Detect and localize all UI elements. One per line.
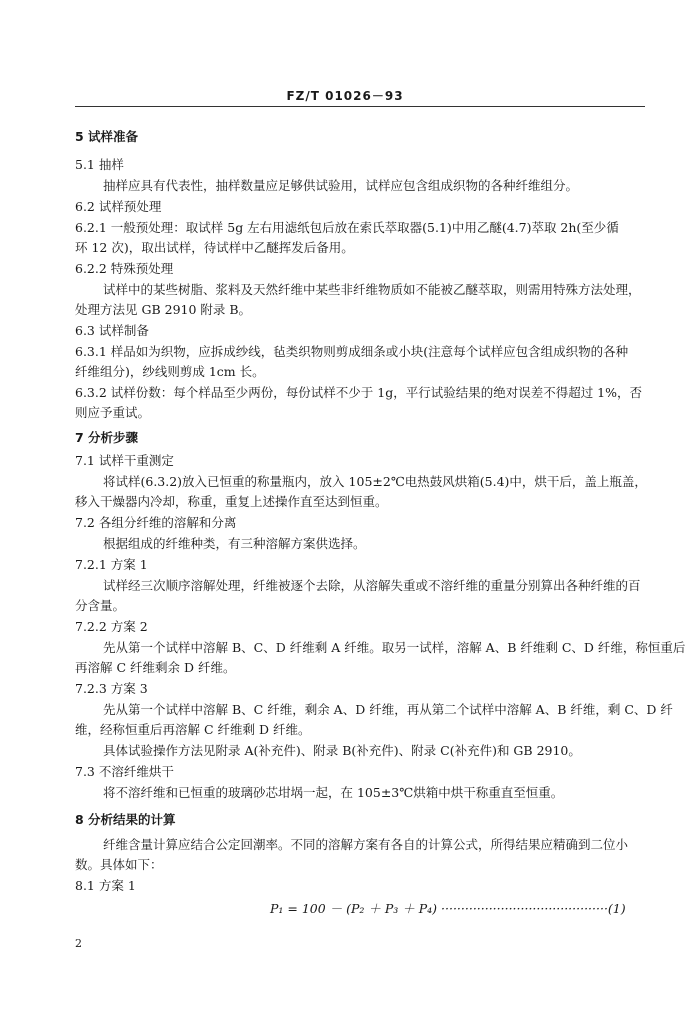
page-number: 2 — [75, 937, 82, 950]
section-6-3-1-line2: 纤维组分)，纱线则剪成 1cm 长。 — [75, 364, 265, 379]
section-8-title: 8 分析结果的计算 — [75, 812, 176, 827]
section-7-2-2-line2: 再溶解 C 纤维剩余 D 纤维。 — [75, 660, 236, 675]
section-6-3-2-line2: 则应予重试。 — [75, 405, 151, 420]
section-7-2-text: 根据组成的纤维种类，有三种溶解方案供选择。 — [103, 536, 366, 551]
section-7-2-3-line1: 先从第一个试样中溶解 B、C 纤维，剩余 A、D 纤维，再从第二个试样中溶解 A、B 纤维，剩 C、D 纤 — [103, 702, 673, 717]
header-rule — [75, 106, 645, 107]
section-6-2-1-line2: 环 12 次)，取出试样，待试样中乙醚挥发后备用。 — [75, 240, 354, 255]
section-6-2-2-line2: 处理方法见 GB 2910 附录 B。 — [75, 302, 252, 317]
section-6-2-title: 6.2 试样预处理 — [75, 199, 162, 214]
section-7-2-3-title: 7.2.3 方案 3 — [75, 681, 148, 696]
section-8-intro-line2: 数。具体如下： — [75, 857, 163, 872]
section-7-1-line2: 移入干燥器内冷却，称重，重复上述操作直至达到恒重。 — [75, 494, 388, 509]
section-6-2-2-title: 6.2.2 特殊预处理 — [75, 261, 174, 276]
section-7-1-title: 7.1 试样干重测定 — [75, 453, 174, 468]
section-5-1-text: 抽样应具有代表性，抽样数量应足够供试验用，试样应包含组成织物的各种纤维组分。 — [103, 178, 579, 193]
section-5-title: 5 试样准备 — [75, 129, 139, 144]
section-7-3-title: 7.3 不溶纤维烘干 — [75, 764, 174, 779]
section-6-2-1-line1: 6.2.1 一般预处理：取试样 5g 左右用滤纸包后放在索氏萃取器(5.1)中用乙醚(4.7)萃取 2h(至少循 — [75, 220, 619, 235]
section-6-3-2-line1: 6.3.2 试样份数：每个样品至少两份，每份试样不少于 1g，平行试验结果的绝对误差不得超过 1%，否 — [75, 385, 643, 400]
formula-1: P₁ = 100 － (P₂ ＋ P₃ ＋ P₄) ··········································(1) — [270, 901, 626, 916]
section-6-2-2-line1: 试样中的某些树脂、浆料及天然纤维中某些非纤维物质如不能被乙醚萃取，则需用特殊方法处理， — [103, 282, 641, 297]
section-8-intro-line1: 纤维含量计算应结合公定回潮率。不同的溶解方案有各自的计算公式，所得结果应精确到二位小 — [103, 837, 629, 852]
section-7-2-2-title: 7.2.2 方案 2 — [75, 619, 148, 634]
section-7-2-2-line1: 先从第一个试样中溶解 B、C、D 纤维剩 A 纤维。取另一试样，溶解 A、B 纤维剩 C、D 纤维，称恒重后 — [103, 640, 686, 655]
section-8-1-title: 8.1 方案 1 — [75, 878, 136, 893]
section-5-1-title: 5.1 抽样 — [75, 157, 124, 172]
section-7-title: 7 分析步骤 — [75, 430, 139, 445]
section-6-3-title: 6.3 试样制备 — [75, 323, 149, 338]
section-7-2-1-title: 7.2.1 方案 1 — [75, 557, 148, 572]
section-7-3-text: 将不溶纤维和已恒重的玻璃砂芯坩埚一起，在 105±3℃烘箱中烘干称重直至恒重。 — [103, 785, 564, 800]
section-7-2-1-line2: 分含量。 — [75, 598, 126, 613]
section-7-2-title: 7.2 各组分纤维的溶解和分离 — [75, 515, 237, 530]
section-7-2-1-line1: 试样经三次顺序溶解处理，纤维被逐个去除，从溶解失重或不溶纤维的重量分别算出各种纤维的百 — [103, 578, 641, 593]
section-7-1-line1: 将试样(6.3.2)放入已恒重的称量瓶内，放入 105±2℃电热鼓风烘箱(5.4)中，烘干后，盖上瓶盖， — [103, 474, 647, 489]
section-7-2-3-line3: 具体试验操作方法见附录 A(补充件)、附录 B(补充件)、附录 C(补充件)和 GB 2910。 — [103, 743, 581, 758]
section-6-3-1-line1: 6.3.1 样品如为织物，应拆成纱线，毡类织物则剪成细条或小块(注意每个试样应包含组成织物的各种 — [75, 344, 629, 359]
section-7-2-3-line2: 维，经称恒重后再溶解 C 纤维剩 D 纤维。 — [75, 722, 311, 737]
page-header: FZ/T 01026－93 — [286, 89, 404, 103]
